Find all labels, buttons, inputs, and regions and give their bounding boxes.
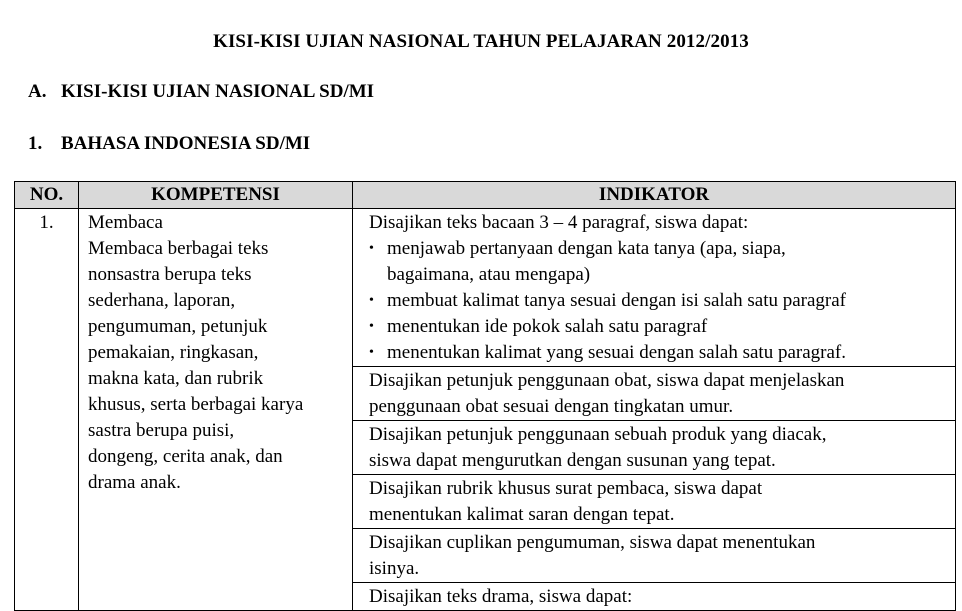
competency-cell xyxy=(79,209,353,611)
competency-line: drama anak. xyxy=(88,472,181,493)
indicator-bullet-text: menjawab pertanyaan dengan kata tanya (apa, siapa, xyxy=(387,238,786,259)
bullet-icon: • xyxy=(369,345,374,360)
indicator-cell xyxy=(353,209,956,367)
indicator-cell xyxy=(353,367,956,421)
kisi-kisi-table xyxy=(14,181,956,611)
competency-line: dongeng, cerita anak, dan xyxy=(88,446,283,467)
header-no: NO. xyxy=(15,182,79,209)
subsection-number: 1. xyxy=(28,133,43,154)
indicator-bullet-item xyxy=(369,340,951,366)
section-heading xyxy=(28,79,374,105)
header-competency: KOMPETENSI xyxy=(79,182,353,209)
indicator-bullet-item xyxy=(369,288,951,314)
competency-line: sederhana, laporan, xyxy=(88,290,236,311)
table-header-row xyxy=(15,182,956,209)
indicator-bullet-text: bagaimana, atau mengapa) xyxy=(387,264,591,285)
indicator-bullet-text: menentukan kalimat yang sesuai dengan salah satu paragraf. xyxy=(387,342,846,363)
indicator-cell xyxy=(353,475,956,529)
indicator-bullet-item xyxy=(369,236,951,288)
indicator-text-line: Disajikan petunjuk penggunaan sebuah produk yang diacak, xyxy=(369,424,827,445)
document-title: KISI-KISI UJIAN NASIONAL TAHUN PELAJARAN 2012/2013 xyxy=(213,31,749,52)
indicator-cell xyxy=(353,583,956,611)
row-number-cell: 1. xyxy=(15,209,79,611)
indicator-bullet-text: menentukan ide pokok salah satu paragraf xyxy=(387,316,708,337)
indicator-text-line: Disajikan teks drama, siswa dapat: xyxy=(369,586,633,607)
competency-line: khusus, serta berbagai karya xyxy=(88,394,304,415)
indicator-bullet-list xyxy=(369,236,951,366)
indicator-cell xyxy=(353,421,956,475)
table-body xyxy=(15,209,956,611)
bullet-icon: • xyxy=(369,319,374,334)
indicator-intro: Disajikan teks bacaan 3 – 4 paragraf, siswa dapat: xyxy=(369,212,749,233)
table-row xyxy=(15,209,956,367)
indicator-text-line: Disajikan rubrik khusus surat pembaca, siswa dapat xyxy=(369,478,763,499)
indicator-text-line: Disajikan petunjuk penggunaan obat, siswa dapat menjelaskan xyxy=(369,370,845,391)
bullet-icon: • xyxy=(369,293,374,308)
section-title: KISI-KISI UJIAN NASIONAL SD/MI xyxy=(61,81,375,102)
indicator-text-line: Disajikan cuplikan pengumuman, siswa dapat menentukan xyxy=(369,532,816,553)
indicator-bullet-text: membuat kalimat tanya sesuai dengan isi salah satu paragraf xyxy=(387,290,847,311)
indicator-cell xyxy=(353,529,956,583)
indicator-text-line: penggunaan obat sesuai dengan tingkatan umur. xyxy=(369,396,734,417)
indicator-text-line: menentukan kalimat saran dengan tepat. xyxy=(369,504,675,525)
section-number: A. xyxy=(28,81,47,102)
competency-line: pemakaian, ringkasan, xyxy=(88,342,259,363)
indicator-text-line: siswa dapat mengurutkan dengan susunan yang tepat. xyxy=(369,450,776,471)
competency-line: nonsastra berupa teks xyxy=(88,264,252,285)
bullet-icon: • xyxy=(369,241,374,256)
competency-line: makna kata, dan rubrik xyxy=(88,368,264,389)
competency-line: sastra berupa puisi, xyxy=(88,420,235,441)
subsection-heading xyxy=(28,131,310,157)
competency-line: pengumuman, petunjuk xyxy=(88,316,268,337)
indicator-text-line: isinya. xyxy=(369,558,420,579)
subsection-title: BAHASA INDONESIA SD/MI xyxy=(61,133,311,154)
competency-line: Membaca berbagai teks xyxy=(88,238,269,259)
indicator-bullet-item xyxy=(369,314,951,340)
competency-line: Membaca xyxy=(88,212,163,233)
header-indicator: INDIKATOR xyxy=(353,182,956,209)
